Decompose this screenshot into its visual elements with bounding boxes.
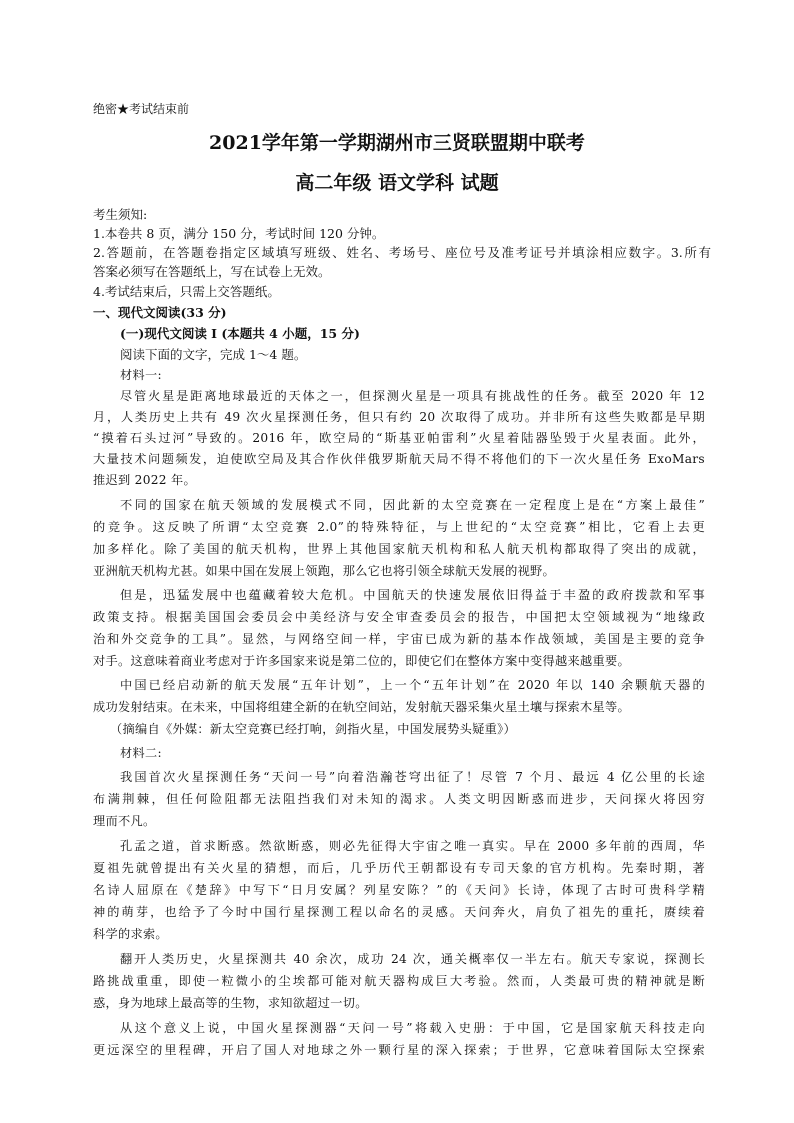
paragraph-line: 翻开人类历史，火星探测共 40 余次，成功 24 次，通关概率仅一半左右。航天专家说，探测长: [120, 952, 705, 966]
paragraph-line: 的竞争。这反映了所谓“太空竞赛 2.0”的特殊特征，与上世纪的“太空竞赛”相比，它看上去更: [93, 520, 705, 534]
section-heading: 一、现代文阅读(33 分): [93, 305, 227, 320]
paragraph-line: 更远深空的里程碑，开启了国人对地球之外一颗行星的深入探索；于世界，它意味着国际太空探索: [93, 1043, 705, 1057]
material-2-label: 材料二:: [120, 746, 162, 760]
paragraph-line: 中国已经启动新的航天发展“五年计划”，上一个“五年计划”在 2020 年以 140 余颗航天器的: [120, 678, 705, 692]
instruction: 阅读下面的文字，完成 1～4 题。: [120, 347, 307, 362]
paragraph-line: 政策支持。根据美国国会委员会中美经济与安全审查委员会的报告，中国把太空领域视为“地缘政: [93, 610, 705, 624]
paragraph-line: 月，人类历史上共有 49 次火星探测任务，但只有约 20 次取得了成功。并非所有这些失败都是早期: [93, 410, 705, 424]
paragraph-line: 布满荆棘，但任何险阻都无法阻挡我们对未知的渴求。人类文明因断惑而进步，天问探火将因穷: [93, 792, 705, 806]
material-1-label: 材料一:: [120, 368, 162, 382]
paragraph-line: “摸着石头过河”导致的。2016 年，欧空局的“斯基亚帕雷利”火星着陆器坠毁于火星表面。此外，: [93, 431, 705, 445]
paragraph-line: 从这个意义上说，中国火星探测器“天问一号”将载入史册：于中国，它是国家航天科技走向: [120, 1021, 705, 1035]
exam-subtitle: 高二年级 语文学科 试题: [295, 172, 499, 194]
paragraph-line: 不同的国家在航天领域的发展模式不同，因此新的太空竞赛在一定程度上是在“方案上最佳”: [120, 498, 705, 512]
paragraph-line: 孔孟之道，首求断惑。然欲断惑，则必先征得大宇宙之唯一真实。早在 2000 多年前的西周，华: [120, 839, 705, 853]
paragraph-line: 科学的求索。: [93, 927, 168, 941]
exam-title: 2021学年第一学期湖州市三贤联盟期中联考: [209, 132, 585, 154]
paragraph-line: 惑，身为地球上最高等的生物，求知欲超过一切。: [93, 996, 368, 1010]
paragraph-line: 我国首次火星探测任务“天问一号”向着浩瀚苍穹出征了！尽管 7 个月、最远 4 亿公里的长途: [120, 770, 705, 784]
notice-item-1: 1.本卷共 8 页，满分 150 分，考试时间 120 分钟。: [93, 226, 385, 241]
notice-item-4: 4.考试结束后，只需上交答题纸。: [93, 284, 280, 299]
paragraph-line: 大量技术问题频发，迫使欧空局及其合作伙伴俄罗斯航天局不得不将他们的下一次火星任务 ExoMars: [93, 452, 705, 466]
subsection-heading: (一)现代文阅读 I (本题共 4 小题，15 分): [120, 326, 360, 341]
paragraph-line: 名诗人屈原在《楚辞》中写下“日月安属？列星安陈？”的《天问》长诗，体现了古时可贵科学精: [93, 883, 705, 897]
paragraph-line: 加多样化。除了美国的航天机构，世界上其他国家航天机构和私人航天机构都取得了突出的成就，: [93, 542, 705, 556]
paragraph-line: 对手。这意味着商业考虑对于许多国家来说是第二位的，即使它们在整体方案中变得越来越重要。: [93, 654, 630, 668]
confidential-mark: 绝密★考试结束前: [93, 102, 190, 116]
notice-item-2b: 答案必须写在答题纸上，写在试卷上无效。: [93, 264, 331, 279]
paragraph-line: 推迟到 2022 年。: [93, 473, 197, 487]
paragraph-line: 亚洲航天机构尤甚。如果中国在发展上领跑，那么它也将引领全球航天发展的视野。: [93, 564, 556, 578]
paragraph-line: 夏祖先就曾提出有关火星的猜想，而后，几乎历代王朝都设有专司天象的官方机构。先秦时期，著: [93, 861, 705, 875]
paragraph-line: 尽管火星是距离地球最近的天体之一，但探测火星是一项具有挑战性的任务。截至 2020 年 12: [120, 389, 705, 403]
notice-item-2a: 2.答题前，在答题卷指定区域填写班级、姓名、考场号、座位号及准考证号并填涂相应数字。3.所有: [93, 245, 711, 260]
paragraph-line: 路挑战重重，即使一粒微小的尘埃都可能对航天器构成巨大考验。然而，人类最可贵的精神就是断: [93, 974, 705, 988]
paragraph-line: 但是，迅猛发展中也蕴藏着较大危机。中国航天的快速发展依旧得益于丰盈的政府拨款和军事: [120, 588, 705, 602]
paragraph-line: 治和外交竞争的工具”。显然，与网络空间一样，宇宙已成为新的基本作战领域，美国是主要的竞争: [93, 632, 705, 646]
material-1-source: （摘编自《外媒：新太空竞赛已经打响，剑指火星，中国发展势头疑重》）: [110, 722, 516, 736]
paragraph-line: 理而不凡。: [93, 814, 156, 828]
paragraph-line: 成功发射结束。在未来，中国将组建全新的在轨空间站，发射航天器采集火星土壤与探索木星等。: [93, 700, 630, 714]
notice-heading: 考生须知:: [93, 207, 148, 222]
paragraph-line: 神的萌芽，也给予了今时中国行星探测工程以命名的灵感。天问奔火，肩负了祖先的重托，赓续着: [93, 905, 705, 919]
